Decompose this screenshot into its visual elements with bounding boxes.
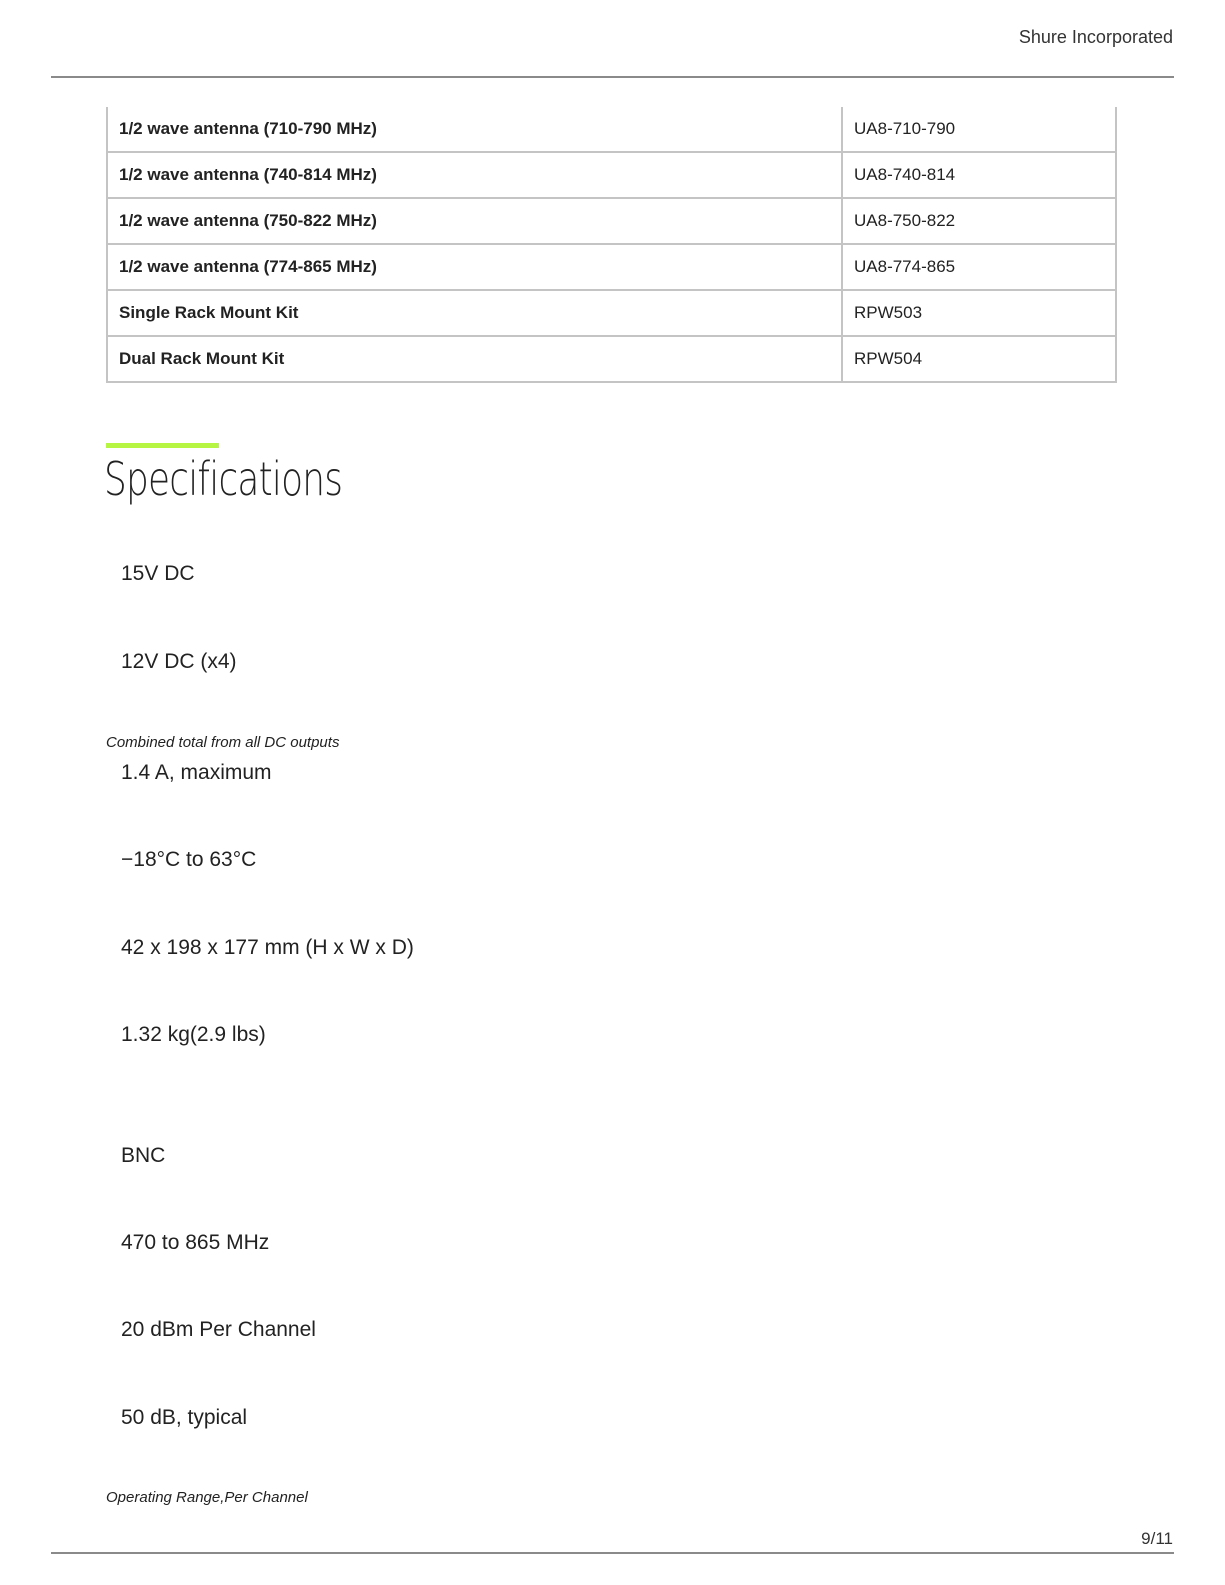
footer-rule xyxy=(51,1552,1174,1554)
table-cell-description: 1/2 wave antenna (774-865 MHz) xyxy=(107,244,842,290)
spec-value-temperature: −18°C to 63°C xyxy=(121,848,257,871)
spec-value-current: 1.4 A, maximum xyxy=(121,761,272,784)
table-cell-part-number: RPW503 xyxy=(842,290,1116,336)
header-company-name: Shure Incorporated xyxy=(1018,27,1173,47)
table-cell-description: 1/2 wave antenna (750-822 MHz) xyxy=(107,198,842,244)
table-cell-part-number: RPW504 xyxy=(842,336,1116,382)
spec-value-connector: BNC xyxy=(121,1144,166,1167)
table-cell-part-number: UA8-710-790 xyxy=(842,107,1116,152)
accessories-table xyxy=(106,107,1117,383)
table-cell-description: 1/2 wave antenna (740-814 MHz) xyxy=(107,152,842,198)
page-number: 9/11 xyxy=(1141,1529,1173,1548)
table-row xyxy=(107,152,1116,198)
spec-note-combined-total: Combined total from all DC outputs xyxy=(106,734,340,751)
table-cell-description: Single Rack Mount Kit xyxy=(107,290,842,336)
table-row xyxy=(107,336,1116,382)
table-row xyxy=(107,198,1116,244)
table-row xyxy=(107,244,1116,290)
spec-value-gain: 20 dBm Per Channel xyxy=(121,1318,316,1341)
spec-value-isolation: 50 dB, typical xyxy=(121,1406,248,1429)
table-row xyxy=(107,107,1116,152)
table-cell-description: 1/2 wave antenna (710-790 MHz) xyxy=(107,107,842,152)
table-cell-part-number: UA8-750-822 xyxy=(842,198,1116,244)
spec-value-frequency-range: 470 to 865 MHz xyxy=(121,1231,270,1254)
table-row xyxy=(107,290,1116,336)
table-cell-description: Dual Rack Mount Kit xyxy=(107,336,842,382)
header-rule xyxy=(51,76,1174,78)
spec-value-dimensions: 42 x 198 x 177 mm (H x W x D) xyxy=(121,936,414,959)
table-cell-part-number: UA8-740-814 xyxy=(842,152,1116,198)
specifications-heading: Specifications xyxy=(104,452,343,506)
spec-value-weight: 1.32 kg(2.9 lbs) xyxy=(121,1023,266,1046)
section-accent-bar xyxy=(106,443,219,448)
table-cell-part-number: UA8-774-865 xyxy=(842,244,1116,290)
spec-value-dc-input: 15V DC xyxy=(121,562,195,585)
spec-value-dc-output: 12V DC (x4) xyxy=(121,650,237,673)
spec-note-operating-range: Operating Range,Per Channel xyxy=(106,1489,308,1506)
